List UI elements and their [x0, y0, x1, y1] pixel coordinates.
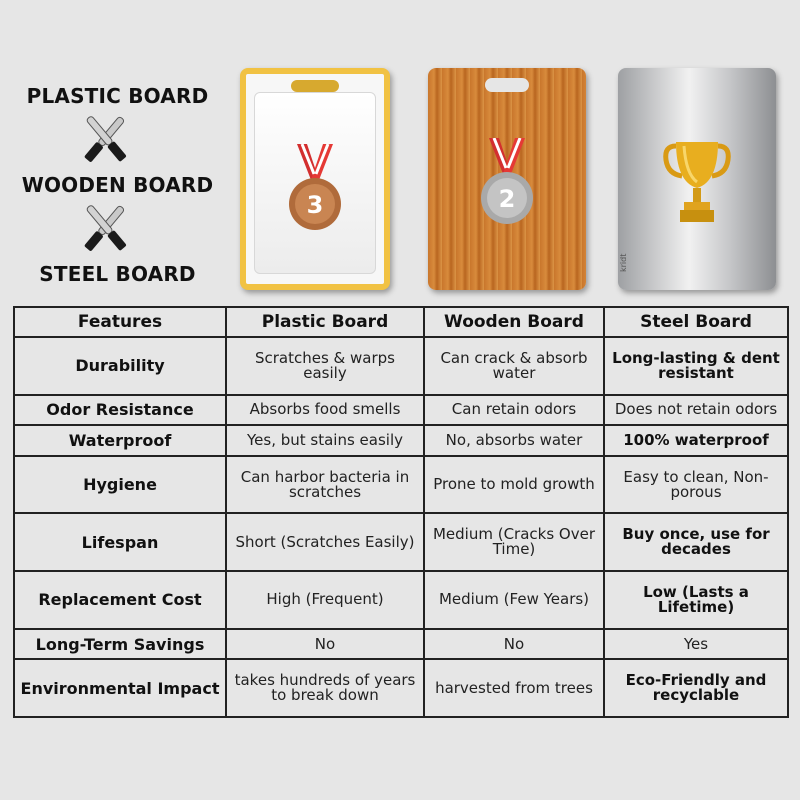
- wooden-cell: harvested from trees: [424, 659, 604, 717]
- feature-cell: Environmental Impact: [14, 659, 226, 717]
- crossed-knives-icon: [70, 197, 140, 257]
- wooden-board-image: [428, 68, 586, 290]
- wooden-cell: No: [424, 629, 604, 660]
- board-handle: [291, 80, 339, 92]
- plastic-cell: takes hundreds of years to break down: [226, 659, 424, 717]
- table-row: [14, 337, 788, 395]
- brand-mark: kridt: [619, 253, 628, 272]
- table-row: [14, 659, 788, 717]
- feature-cell: Long-Term Savings: [14, 629, 226, 660]
- comparison-table: [13, 306, 789, 718]
- wooden-cell: Medium (Few Years): [424, 571, 604, 629]
- wooden-cell: Can retain odors: [424, 395, 604, 426]
- table-row: [14, 395, 788, 426]
- plastic-cell: Absorbs food smells: [226, 395, 424, 426]
- steel-cell: Does not retain odors: [604, 395, 788, 426]
- table-row: [14, 629, 788, 660]
- plastic-cell: Can harbor bacteria in scratches: [226, 456, 424, 514]
- plastic-cell: Scratches & warps easily: [226, 337, 424, 395]
- trophy-icon: [662, 138, 732, 228]
- header-steel-board: Steel Board: [604, 307, 788, 337]
- table-row: [14, 425, 788, 456]
- steel-board-image: [618, 68, 776, 290]
- steel-cell: Low (Lasts a Lifetime): [604, 571, 788, 629]
- feature-cell: Odor Resistance: [14, 395, 226, 426]
- bronze-medal-icon: [287, 144, 343, 236]
- table-row: [14, 513, 788, 571]
- plastic-cell: Yes, but stains easily: [226, 425, 424, 456]
- bronze-medal-rank: 3: [306, 191, 324, 219]
- silver-medal-icon: [479, 138, 535, 230]
- plastic-board-image: [240, 68, 390, 290]
- wooden-cell: Can crack & absorb water: [424, 337, 604, 395]
- feature-cell: Hygiene: [14, 456, 226, 514]
- plastic-cell: High (Frequent): [226, 571, 424, 629]
- steel-cell: 100% waterproof: [604, 425, 788, 456]
- crossed-knives-icon: [70, 108, 140, 168]
- steel-cell: Buy once, use for decades: [604, 513, 788, 571]
- feature-cell: Durability: [14, 337, 226, 395]
- board-handle: [485, 78, 529, 92]
- steel-cell: Yes: [604, 629, 788, 660]
- header-features: Features: [14, 307, 226, 337]
- label-steel-board: STEEL BOARD: [39, 262, 196, 286]
- steel-cell: Eco-Friendly and recyclable: [604, 659, 788, 717]
- table-row: [14, 571, 788, 629]
- label-plastic-board: PLASTIC BOARD: [26, 84, 209, 108]
- feature-cell: Waterproof: [14, 425, 226, 456]
- plastic-cell: No: [226, 629, 424, 660]
- table-row: [14, 456, 788, 514]
- feature-cell: Replacement Cost: [14, 571, 226, 629]
- label-wooden-board: WOODEN BOARD: [21, 173, 214, 197]
- wooden-cell: Medium (Cracks Over Time): [424, 513, 604, 571]
- feature-cell: Lifespan: [14, 513, 226, 571]
- silver-medal-rank: 2: [498, 185, 516, 213]
- steel-cell: Easy to clean, Non-porous: [604, 456, 788, 514]
- steel-cell: Long-lasting & dent resistant: [604, 337, 788, 395]
- header-plastic-board: Plastic Board: [226, 307, 424, 337]
- board-labels: [0, 70, 235, 290]
- table-header-row: [14, 307, 788, 337]
- wooden-cell: Prone to mold growth: [424, 456, 604, 514]
- header-wooden-board: Wooden Board: [424, 307, 604, 337]
- plastic-cell: Short (Scratches Easily): [226, 513, 424, 571]
- wooden-cell: No, absorbs water: [424, 425, 604, 456]
